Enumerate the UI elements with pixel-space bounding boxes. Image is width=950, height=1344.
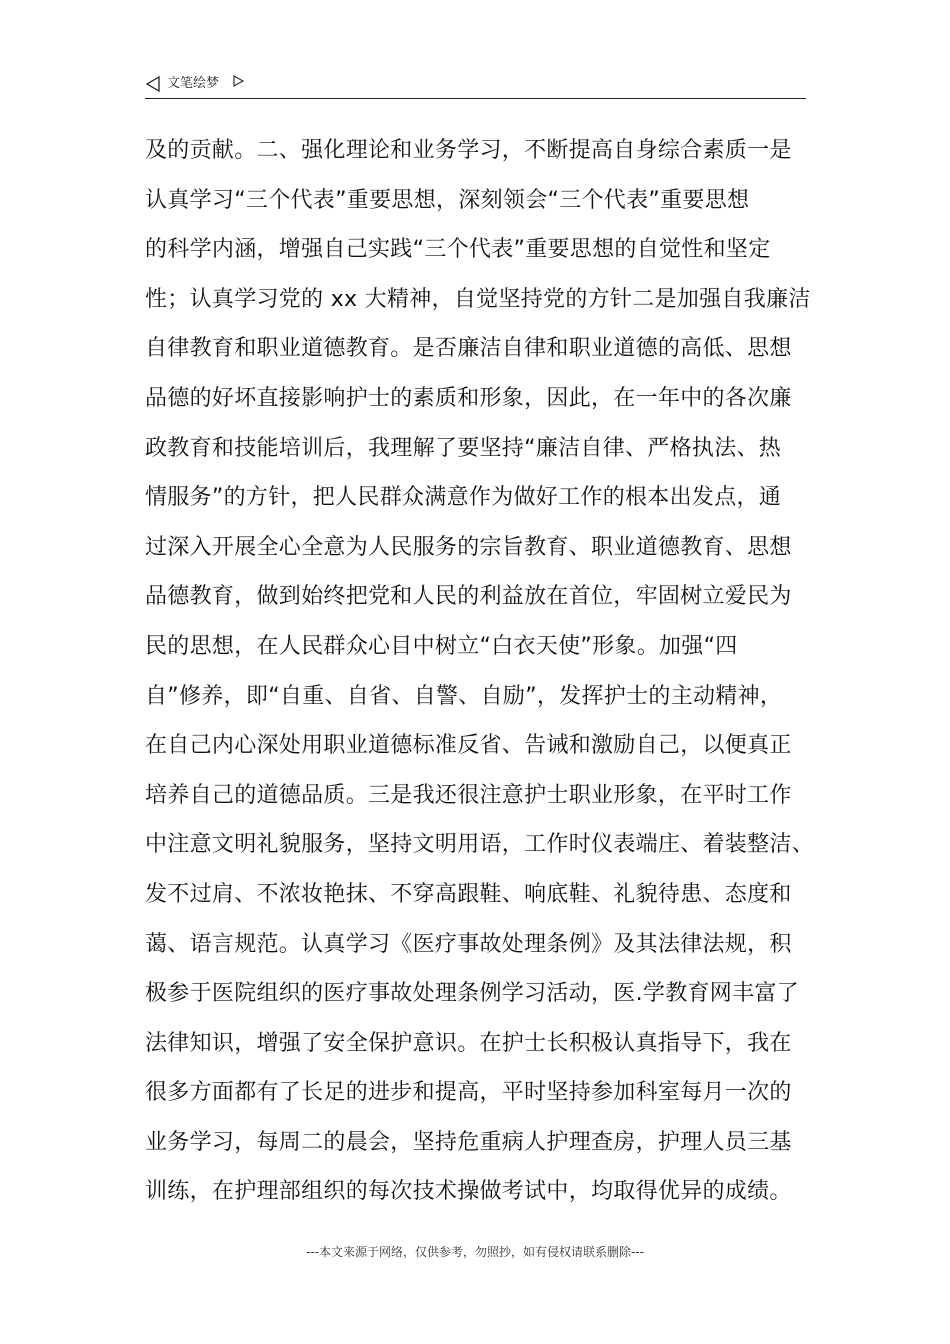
body-line: 自律教育和职业道德教育。是否廉洁自律和职业道德的高低、思想: [145, 336, 792, 362]
body-line: 情服务”的方针，把人民群众满意作为做好工作的根本出发点，通: [145, 485, 782, 511]
body-line: 发不过肩、不浓妆艳抹、不穿高跟鞋、响底鞋、礼貌待患、态度和: [145, 881, 792, 907]
triangle-right-outline-icon: [233, 75, 245, 87]
body-line: 性；认真学习党的 xx 大精神，自觉坚持党的方针二是加强自我廉洁: [145, 286, 811, 312]
body-line: 中注意文明礼貌服务，坚持文明用语，工作时仪表端庄、着装整洁、: [145, 832, 815, 858]
body-line: 品德教育，做到始终把党和人民的利益放在首位，牢固树立爱民为: [145, 584, 792, 610]
body-line: 极参于医院组织的医疗事故处理条例学习活动，医.学教育网丰富了: [145, 981, 799, 1007]
body-line: 政教育和技能培训后，我理解了要坚持“廉洁自律、严格执法、热: [145, 435, 782, 461]
body-line: 的科学内涵，增强自己实践“三个代表”重要思想的自觉性和坚定: [145, 237, 771, 263]
body-line: 培养自己的道德品质。三是我还很注意护士职业形象，在平时工作: [145, 782, 792, 808]
page-footer-disclaimer: ---本文来源于网络，仅供参考，勿照抄，如有侵权请联系删除---: [306, 1245, 644, 1259]
body-line: 认真学习“三个代表”重要思想，深刻领会“三个代表”重要思想: [145, 187, 750, 213]
body-line: 训练，在护理部组织的每次技术操做考试中，均取得优异的成绩。: [145, 1179, 792, 1205]
body-line: 在自己内心深处用职业道德标准反省、告诫和激励自己，以便真正: [145, 733, 792, 759]
body-line: 业务学习，每周二的晨会，坚持危重病人护理查房，护理人员三基: [145, 1129, 792, 1155]
body-line: 很多方面都有了长足的进步和提高，平时坚持参加科室每月一次的: [145, 1080, 792, 1106]
body-line: 自”修养，即“自重、自省、自警、自励”，发挥护士的主动精神，: [145, 683, 783, 709]
body-line: 蔼、语言规范。认真学习《医疗事故处理条例》及其法律法规，积: [145, 931, 792, 957]
body-line: 法律知识，增强了安全保护意识。在护士长积极认真指导下，我在: [145, 1030, 792, 1056]
body-line: 民的思想，在人民群众心目中树立“白衣天使”形象。加强“四: [145, 633, 738, 659]
body-line: 及的贡献。二、强化理论和业务学习，不断提高自身综合素质一是: [145, 138, 792, 163]
triangle-left-outline-icon: [145, 76, 161, 92]
body-line: 品德的好坏直接影响护士的素质和形象，因此，在一年中的各次廉: [145, 385, 792, 411]
header-title: 文笔绘梦: [167, 76, 220, 91]
page-header: [145, 74, 806, 99]
document-body: [145, 126, 817, 1217]
body-line: 过深入开展全心全意为人民服务的宗旨教育、职业道德教育、思想: [145, 534, 792, 560]
